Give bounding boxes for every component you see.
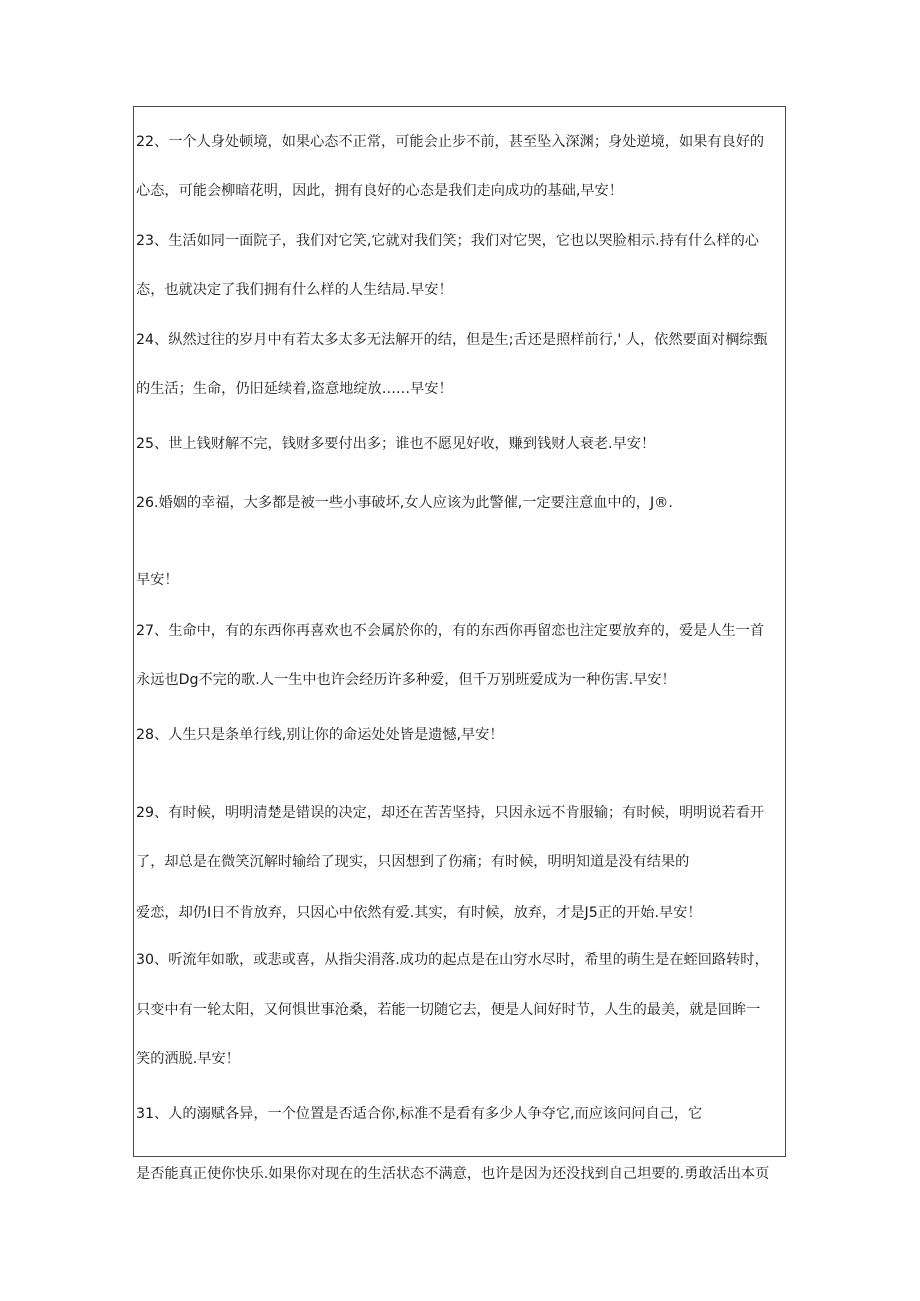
text-line: 23、生活如同一面院子，我们对它笑,它就对我们笑；我们对它哭，它也以哭脸相示.持有什么样的心 bbox=[136, 233, 759, 249]
text-line: 只变中有一轮太阳，又何惧世事沧桑，若能一切随它去，便是人间好时节，人生的最美，就是回眸一 bbox=[136, 1002, 761, 1018]
text-line: 28、人生只是条单行线,别让你的命运处处皆是遗憾,早安！ bbox=[136, 727, 504, 743]
text-line: 24、纵然过往的岁月中有若太多太多无法解开的结，但是生;舌还是照样前行,' 人，依然要面对棡综甄 bbox=[136, 332, 768, 348]
text-line: 的生活；生命，仍旧延续着,盗意地绽放……早安！ bbox=[136, 381, 453, 397]
text-line: 永远也Dg不完的歌.人一生中也许会经历许多种爱，但千万别班爱成为一种伤害.早安！ bbox=[136, 672, 676, 688]
text-line: 25、世上钱财解不完，钱财多要付出多；谁也不愿见好收，赚到钱财人衰老.早安！ bbox=[136, 436, 656, 452]
text-line: 29、有时候，明明清楚是错误的决定，却还在苦苦坚持，只因永远不肯服输；有时候，明明说若看开 bbox=[136, 805, 765, 821]
text-line: 了，却总是在微笑沉解时输给了现实，只因想到了伤痛；有时候，明明知道是没有结果的 bbox=[136, 854, 690, 870]
text-line: 31、人的溺赋各异，一个位置是否适合你,标准不是看有多少人争夺它,而应该问问自己，它 bbox=[136, 1106, 703, 1122]
text-line: 态，也就决定了我们拥有什么样的人生结局.早安！ bbox=[136, 282, 453, 298]
text-line: 30、听流年如歌，或悲或喜，从指尖涓落.成功的起点是在山穷水尽时，希里的萌生是在蛭回路转时， bbox=[136, 952, 769, 968]
text-line: 早安！ bbox=[136, 572, 179, 588]
text-line: 心态，可能会柳暗花明，因此，拥有良好的心态是我们走向成功的基础,早安！ bbox=[136, 183, 623, 199]
text-line: 22、一个人身处顿境，如果心态不正常，可能会止步不前，甚至坠入深渊；身处逆境，如果有良好的 bbox=[136, 134, 765, 150]
text-line: 笑的洒脱.早安！ bbox=[136, 1051, 240, 1067]
text-line: 是否能真正使你快乐.如果你对现在的生活状态不满意，也许是因为还没找到自己坦要的.勇敢活出本页 bbox=[136, 1166, 770, 1182]
text-line: 26.婚姻的幸福，大多都是被一些小事破坏,女人应该为此警催,一定要注意血中的，J®. bbox=[136, 495, 673, 511]
text-line: 27、生命中，有的东西你再喜欢也不会属於你的，有的东西你再留恋也注定要放弃的，爱是人生一首 bbox=[136, 623, 765, 639]
text-line: 爱恋，却仍I日不肯放弃，只因心中依然有爱.其实，有时候，放弃，才是J5正的开始.早安！ bbox=[136, 905, 702, 921]
